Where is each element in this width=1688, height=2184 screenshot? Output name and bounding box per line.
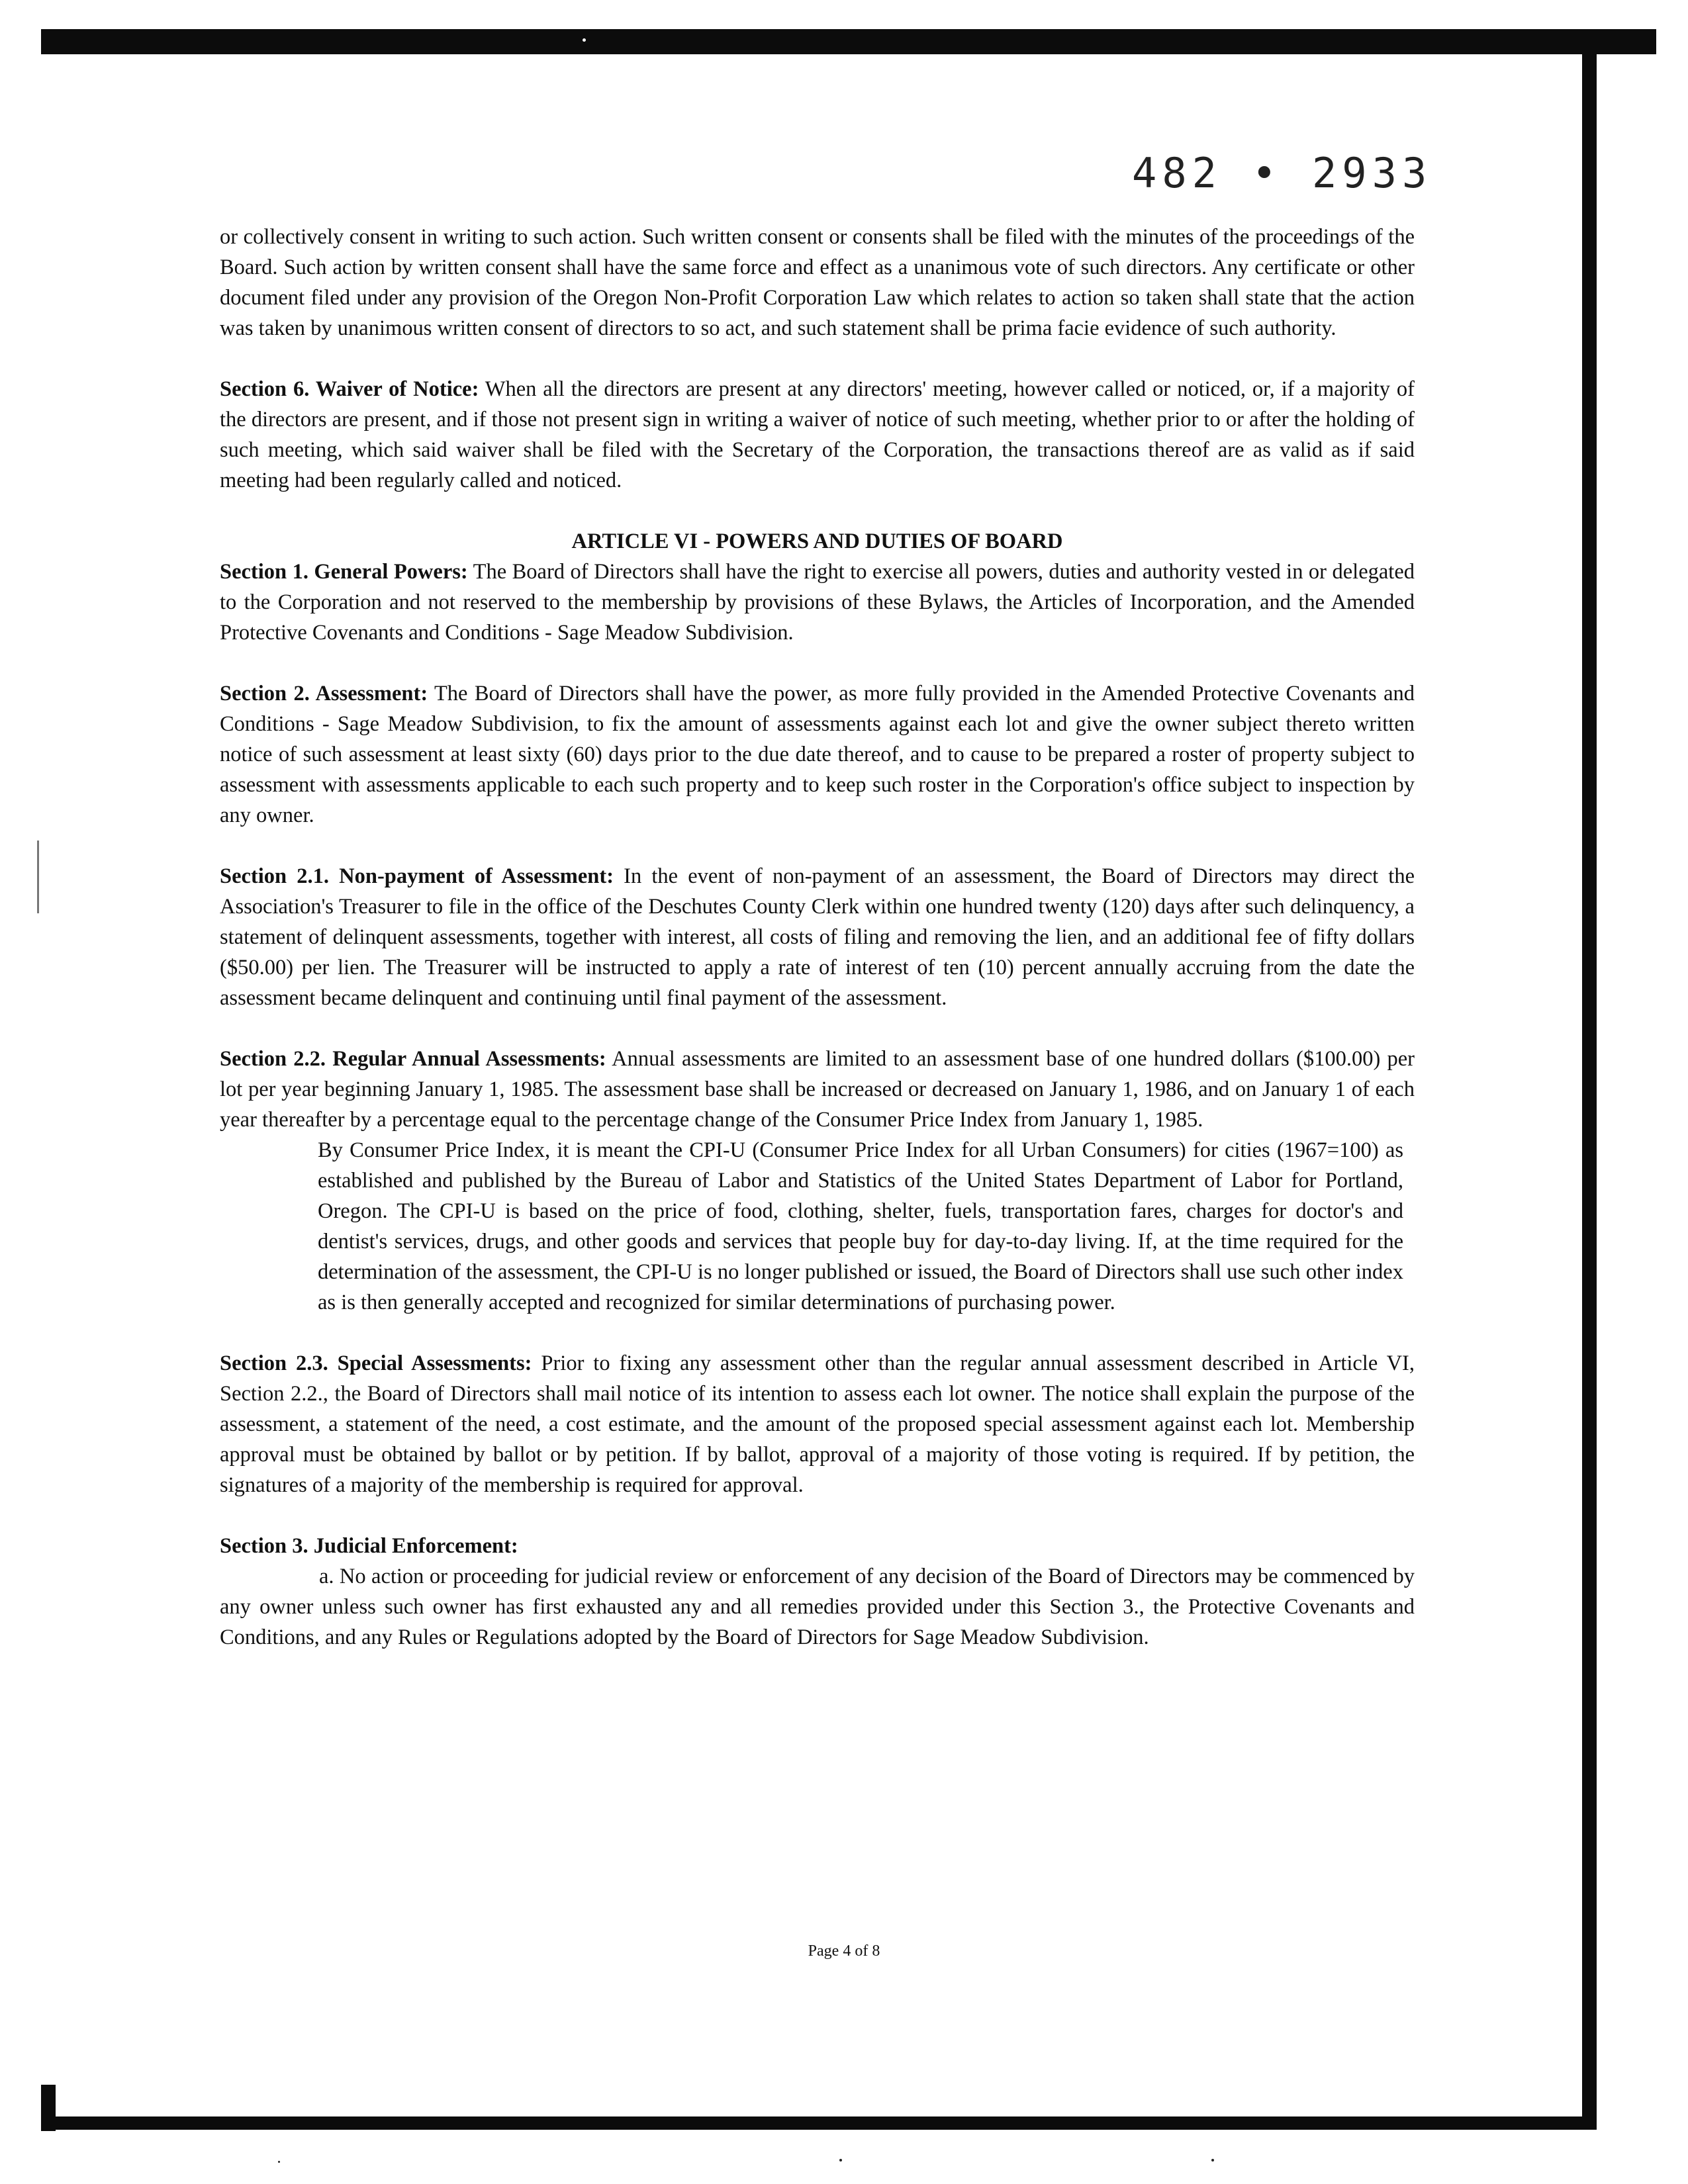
page-number: Page 4 of 8 — [808, 1942, 880, 1960]
section-3-a-paragraph: a. No action or proceeding for judicial review or enforcement of any decision of the Board of Directors may be commenced by any owner unless such owner has first exhausted any and all remedies provided under this Section 3., the Protective Covenants and Conditions, and any Rules or Regulations adopted by the Board of Directors for Sage Meadow Subdivision. — [220, 1565, 1415, 1649]
section-1-title: Section 1. General Powers: — [220, 560, 468, 584]
section-6-paragraph — [220, 374, 1415, 496]
section-2-2-text: Annual assessments are limited to an assessment base of one hundred dollars ($100.00) per lot per year beginning January 1, 1985. The assessment base shall be increased or decreased on January 1, 1986, and on January 1 of each year thereafter by a percentage equal to the percentage change of the Consumer Price Index from January 1, 1985. — [220, 1047, 1415, 1132]
document-number: 482 • 2933 — [1132, 149, 1432, 197]
section-2-paragraph — [220, 678, 1415, 831]
section-2-3-paragraph — [220, 1348, 1415, 1500]
scan-edge-mark — [37, 841, 39, 913]
scan-border-right — [1582, 29, 1597, 2126]
section-2-3-text: Prior to fixing any assessment other than the regular annual assessment described in Article VI, Section 2.2., the Board of Directors shall mail notice of its intention to assess each lot owner. The notice shall explain the purpose of the assessment, a statement of the need, a cost estimate, and the amount of the proposed special assessment against each lot. Membership approval must be obtained by ballot or by petition. If by ballot, approval of a majority of those voting is required. If by petition, the signatures of a majority of the membership is required for approval. — [220, 1351, 1415, 1497]
scan-speck — [278, 2161, 280, 2163]
section-1-paragraph — [220, 557, 1415, 648]
section-3-title-line — [220, 1531, 1415, 1561]
scan-speck — [1211, 2159, 1214, 2161]
section-2-1-title: Section 2.1. Non-payment of Assessment: — [220, 864, 614, 888]
section-6-text: When all the directors are present at any directors' meeting, however called or noticed, or, if a majority of the directors are present, and if those not present sign in writing a waiver of notice of such meeting, whether prior to or after the holding of such meeting, which said waiver shall be filed with the Secretary of the Corporation, the transactions thereof are as valid as if said meeting had been regularly called and noticed. — [220, 377, 1415, 492]
section-2-3-title: Section 2.3. Special Assessments: — [220, 1351, 532, 1375]
section-2-text: The Board of Directors shall have the power, as more fully provided in the Amended Protective Covenants and Conditions - Sage Meadow Subdivision, to fix the amount of assessments against each lot and give the owner subject thereto written notice of such assessment at least sixty (60) days prior to the due date thereof, and to cause to be prepared a roster of property subject to assessment with assessments applicable to each such property and to keep such roster in the Corporation's office subject to inspection by any owner. — [220, 682, 1415, 827]
section-2-2-paragraph — [220, 1044, 1415, 1135]
scan-border-top — [41, 29, 1656, 54]
section-2-2-title: Section 2.2. Regular Annual Assessments: — [220, 1047, 606, 1071]
section-1-text: The Board of Directors shall have the right to exercise all powers, duties and authority vested in or delegated to the Corporation and not reserved to the membership by provisions of these Bylaws, the Articles of Incorporation, and the Amended Protective Covenants and Conditions - Sage Meadow Subdivision. — [220, 560, 1415, 645]
section-2-1-text: In the event of non-payment of an assessment, the Board of Directors may direct the Association's Treasurer to file in the office of the Deschutes County Clerk within one hundred twenty (120) days after such delinquency, a statement of delinquent assessments, together with interest, all costs of filing and removing the lien, and an additional fee of fifty dollars ($50.00) per lien. The Treasurer will be instructed to apply a rate of interest of ten (10) percent annually accruing from the date the assessment became delinquent and continuing until final payment of the assessment. — [220, 864, 1415, 1010]
article-heading: ARTICLE VI - POWERS AND DUTIES OF BOARD — [571, 529, 1063, 553]
continued-paragraph: or collectively consent in writing to such action. Such written consent or consents shall be filed with the minutes of the proceedings of the Board. Such action by written consent shall have the same force and effect as a unanimous vote of such directors. Any certificate or other document filed under any provision of the Oregon Non-Profit Corporation Law which relates to action so taken shall state that the action was taken by unanimous written consent of directors to so act, and such statement shall be prima facie evidence of such authority. — [220, 225, 1415, 340]
section-6-title: Section 6. Waiver of Notice: — [220, 377, 479, 401]
section-3-title: Section 3. Judicial Enforcement: — [220, 1534, 518, 1558]
scan-speck — [583, 38, 586, 42]
document-body — [220, 222, 1415, 1683]
cpi-definition-paragraph: By Consumer Price Index, it is meant the CPI-U (Consumer Price Index for all Urban Consumers) for cities (1967=100) as established and published by the Bureau of Labor and Statistics of the United States Department of Labor for Portland, Oregon. The CPI-U is based on the price of food, clothing, shelter, fuels, transportation fares, charges for doctor's and dentist's services, drugs, and other goods and services that people buy for day-to-day living. If, at the time required for the determination of the assessment, the CPI-U is no longer published or issued, the Board of Directors shall use such other index as is then generally accepted and recognized for similar determinations of purchasing power. — [318, 1138, 1403, 1314]
scan-speck — [839, 2159, 842, 2161]
section-2-1-paragraph — [220, 861, 1415, 1013]
scan-border-bottom — [41, 2116, 1597, 2130]
section-2-title: Section 2. Assessment: — [220, 682, 428, 705]
